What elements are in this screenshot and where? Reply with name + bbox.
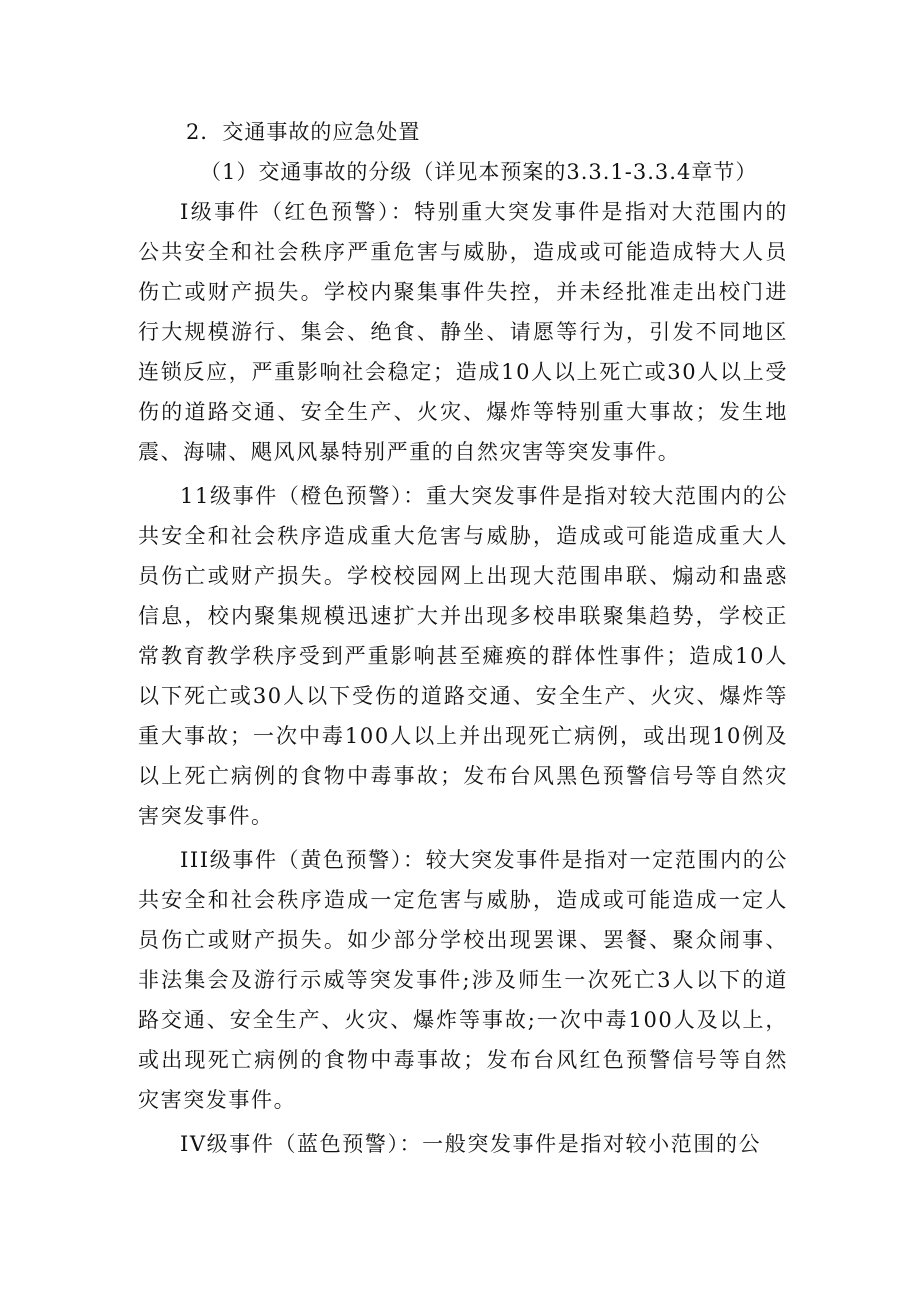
document-body [138, 112, 788, 1168]
paragraph-level-2: 11级事件（橙色预警）：重大突发事件是指对较大范围内的公共安全和社会秩序造成重大危害与威胁，造成或可能造成重大人员伤亡或财产损失。学校校园网上出现大范围串联、煽动和蛊惑信息，校内聚集规模迅速扩大并出现多校串联聚集趋势，学校正常教育教学秩序受到严重影响甚至瘫痪的群体性事件；造成10人以下死亡或30人以下受伤的道路交通、安全生产、火灾、爆炸等重大事故；一次中毒100人以上并出现死亡病例，或出现10例及以上死亡病例的食物中毒事故；发布台风黑色预警信号等自然灾害突发事件。 [138, 484, 788, 828]
section-heading: 2．交通事故的应急处置 [186, 120, 421, 144]
paragraph-level-3: III级事件（黄色预警）：较大突发事件是指对一定范围内的公共安全和社会秩序造成一定危害与威胁，造成或可能造成一定人员伤亡或财产损失。如少部分学校出现罢课、罢餐、聚众闹事、非法集会及游行示威等突发事件;涉及师生一次死亡3人以下的道路交通、安全生产、火灾、爆炸等事故;一次中毒100人及以上，或出现死亡病例的食物中毒事故；发布台风红色预警信号等自然灾害突发事件。 [138, 848, 788, 1112]
section-subheading: （1）交通事故的分级（详见本预案的3.3.1-3.3.4章节） [200, 160, 758, 184]
paragraph-level-4: IV级事件（蓝色预警）：一般突发事件是指对较小范围的公 [180, 1132, 762, 1156]
paragraph-level-1: I级事件（红色预警）：特别重大突发事件是指对大范围内的公共安全和社会秩序严重危害与威胁，造成或可能造成特大人员伤亡或财产损失。学校内聚集事件失控，并未经批准走出校门进行大规模游行、集会、绝食、静坐、请愿等行为，引发不同地区连锁反应，严重影响社会稳定；造成10人以上死亡或30人以上受伤的道路交通、安全生产、火灾、爆炸等特别重大事故；发生地震、海啸、飓风风暴特别严重的自然灾害等突发事件。 [138, 200, 788, 464]
